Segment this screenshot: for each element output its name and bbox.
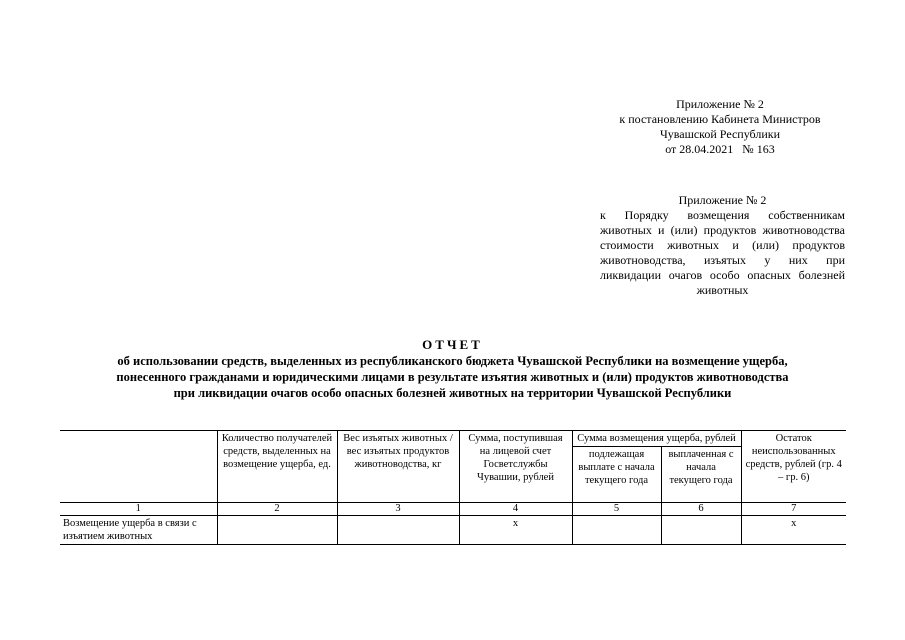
report-subtitle-line: понесенного гражданами и юридическими лицами в результате изъятия животных и (или) продуктов животноводства [116,370,789,384]
column-number: 3 [337,503,459,516]
header-cell-received-sum: Сумма, поступившая на лицевой счет Госветслужбы Чувашии, рублей [459,431,572,503]
header-cell-compensation-sum: Сумма возмещения ущерба, рублей [572,431,741,447]
report-subtitle-line: при ликвидации очагов особо опасных болезней животных на территории Чувашской Республики [173,386,732,400]
table-cell [337,516,459,545]
appendix-line: Чувашской Республики [659,127,781,141]
report-subtitle-line: об использовании средств, выделенных из республиканского бюджета Чувашской Республики на возмещение ущерба, [117,354,788,368]
table-cell [661,516,741,545]
table-cell [217,516,337,545]
row-label: Возмещение ущерба в связи с изъятием животных [60,516,217,545]
appendix-line: к постановлению Кабинета Министров [619,112,821,126]
appendix-header-1 [590,97,850,157]
table-header-row [60,431,846,447]
report-subtitle [60,353,845,401]
report-table [60,430,846,545]
header-cell-name [60,431,217,503]
appendix-2-title: Приложение № 2 [678,193,767,207]
table-row [60,516,846,545]
header-cell-weight: Вес изъятых животных / вес изъятых продуктов животноводства, кг [337,431,459,503]
table-cell: х [741,516,846,545]
column-number: 2 [217,503,337,516]
table-numbers-row [60,503,846,516]
column-number: 5 [572,503,661,516]
column-number: 1 [60,503,217,516]
header-cell-payable: подлежащая выплате с начала текущего года [572,447,661,503]
column-number: 7 [741,503,846,516]
table-cell [572,516,661,545]
appendix-line: от 28.04.2021 № 163 [665,142,775,156]
column-number: 4 [459,503,572,516]
header-cell-recipients: Количество получателей средств, выделенных на возмещение ущерба, ед. [217,431,337,503]
header-cell-paid: выплаченная с начала текущего года [661,447,741,503]
header-cell-balance: Остаток неиспользованных средств, рублей (гр. 4 – гр. 6) [741,431,846,503]
appendix-2-body: к Порядку возмещения собственникам животных и (или) продуктов животноводства стоимости животных и (или) продуктов животноводства, изъятых у них при ликвидации очагов особо опасных болезней животных [600,208,845,297]
report-title: ОТЧЕТ [422,337,483,352]
table-cell: х [459,516,572,545]
column-number: 6 [661,503,741,516]
appendix-line: Приложение № 2 [676,97,764,111]
